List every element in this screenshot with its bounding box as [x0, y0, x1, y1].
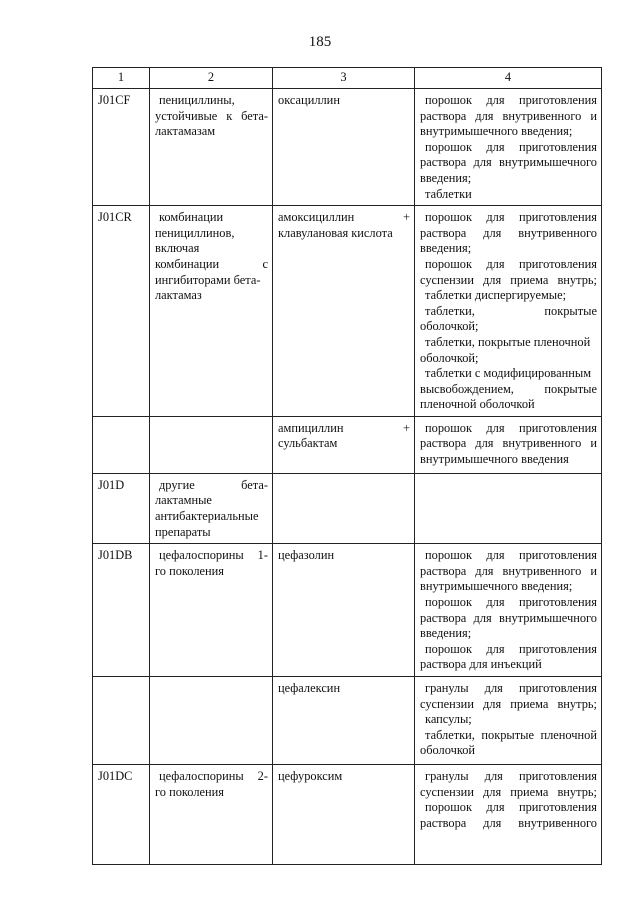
atc-code-cell: J01DB	[93, 544, 150, 677]
dosage-forms-cell-line: раствора для инъекций	[420, 657, 542, 672]
dosage-forms-cell-line: внутримышечного введения;	[420, 124, 573, 139]
dosage-forms-cell-line: оболочкой;	[420, 350, 479, 365]
atc-code-cell: J01D	[93, 473, 150, 543]
dosage-forms-cell-line: порошок для приготовления	[425, 641, 597, 656]
dosage-forms-cell-line: раствора для внутривенного	[420, 225, 597, 240]
group-cell-line: лактамаз	[155, 288, 202, 303]
group-cell	[150, 765, 273, 865]
group-cell-line: лактамазам	[155, 124, 216, 139]
group-cell-line: го поколения	[155, 784, 224, 799]
group-cell-line: ингибиторами бета-	[155, 272, 261, 287]
dosage-forms-cell-line: порошок для приготовления	[425, 210, 597, 225]
group-cell-line: пенициллинов,	[155, 225, 235, 240]
dosage-forms-cell-line: таблетки, покрытые	[425, 303, 597, 318]
column-header: 4	[415, 68, 602, 89]
dosage-forms-cell-line: таблетки	[425, 186, 472, 201]
drug-name-cell	[273, 416, 415, 473]
dosage-forms-cell-line: порошок для приготовления	[425, 420, 597, 435]
atc-code-cell	[93, 416, 150, 473]
dosage-forms-cell-line: порошок для приготовления	[425, 93, 597, 107]
dosage-forms-cell-line: раствора для внутримышечного	[420, 610, 597, 625]
dosage-forms-cell-line: капсулы;	[425, 712, 472, 727]
page-number: 185	[308, 34, 332, 50]
table-row	[93, 473, 602, 543]
column-header: 3	[273, 68, 415, 89]
dosage-forms-cell-line: таблетки, покрытые пленочной	[425, 334, 591, 349]
drug-name-cell	[273, 206, 415, 417]
dosage-forms-cell	[415, 544, 602, 677]
table-header-row	[93, 68, 602, 89]
dosage-forms-cell	[415, 416, 602, 473]
group-cell	[150, 206, 273, 417]
table-row	[93, 206, 602, 417]
column-header: 2	[150, 68, 273, 89]
dosage-forms-cell-line: введения;	[420, 626, 472, 641]
drug-name-cell-line: цефуроксим	[278, 769, 343, 783]
table-row	[93, 544, 602, 677]
group-cell-line: цефалоспорины 2-	[159, 769, 268, 783]
group-cell-line: другие бета-	[159, 477, 268, 492]
table-row	[93, 765, 602, 865]
dosage-forms-cell	[415, 765, 602, 865]
dosage-forms-cell	[415, 473, 602, 543]
dosage-forms-cell-line: оболочкой;	[420, 319, 479, 334]
column-header: 1	[93, 68, 150, 89]
dosage-forms-cell-line: порошок для приготовления	[425, 548, 597, 563]
dosage-forms-cell-line: введения;	[420, 241, 472, 256]
drug-name-cell	[273, 544, 415, 677]
dosage-forms-cell-line: внутримышечного введения;	[420, 579, 573, 594]
group-cell-line: устойчивые к бета-	[155, 108, 268, 123]
group-cell-line: пенициллины,	[159, 93, 235, 107]
dosage-forms-cell-line: порошок для приготовления	[425, 595, 597, 610]
drug-name-cell-line: клавулановая кислота	[278, 225, 393, 240]
drug-name-cell	[273, 89, 415, 206]
dosage-forms-cell-line: таблетки диспергируемые;	[425, 288, 567, 303]
table-row	[93, 416, 602, 473]
drug-name-cell-line: ампициллин +	[278, 420, 410, 435]
dosage-forms-cell-line: высвобождением, покрытые	[420, 381, 597, 396]
dosage-forms-cell-line: суспензии для приема внутрь;	[420, 696, 597, 711]
drug-name-cell-line: цефазолин	[278, 548, 335, 563]
atc-code-cell: J01CF	[93, 89, 150, 206]
table-row	[93, 677, 602, 765]
dosage-forms-cell-line: порошок для приготовления	[425, 256, 597, 271]
dosage-forms-cell-line: суспензии для приема внутрь;	[420, 272, 597, 287]
group-cell	[150, 473, 273, 543]
dosage-forms-cell-line: порошок для приготовления	[425, 139, 597, 154]
dosage-forms-cell-line: раствора для внутривенного и	[420, 108, 597, 123]
dosage-forms-cell-line: раствора для внутривенного и	[420, 436, 597, 451]
group-cell-line: лактамные	[155, 493, 212, 508]
dosage-forms-cell-line: оболочкой	[420, 743, 476, 758]
dosage-forms-cell-line: гранулы для приготовления	[425, 681, 597, 695]
group-cell	[150, 544, 273, 677]
dosage-forms-cell-line: введения;	[420, 170, 472, 185]
drug-name-cell-line: цефалексин	[278, 681, 341, 695]
table-row	[93, 89, 602, 206]
group-cell	[150, 677, 273, 765]
dosage-forms-cell-line: раствора для внутривенного и	[420, 563, 597, 578]
drug-name-cell	[273, 473, 415, 543]
group-cell-line: комбинации	[159, 210, 224, 225]
dosage-forms-cell-line: пленочной оболочкой	[420, 397, 535, 412]
group-cell-line: включая	[155, 241, 200, 256]
drug-table	[92, 67, 602, 865]
dosage-forms-cell-line: порошок для приготовления	[425, 800, 597, 815]
group-cell-line: го поколения	[155, 563, 224, 578]
dosage-forms-cell-line: раствора для внутримышечного	[420, 155, 597, 170]
group-cell	[150, 89, 273, 206]
group-cell-line: комбинации с	[155, 256, 268, 271]
drug-name-cell-line: сульбактам	[278, 436, 338, 451]
dosage-forms-cell-line: внутримышечного введения	[420, 452, 569, 467]
group-cell	[150, 416, 273, 473]
drug-name-cell	[273, 677, 415, 765]
atc-code-cell: J01CR	[93, 206, 150, 417]
group-cell-line: препараты	[155, 524, 211, 539]
drug-name-cell-line: оксациллин	[278, 93, 340, 107]
group-cell-line: антибактериальные	[155, 509, 259, 524]
dosage-forms-cell	[415, 89, 602, 206]
dosage-forms-cell	[415, 206, 602, 417]
dosage-forms-cell-line: таблетки с модифицированным	[425, 366, 592, 381]
atc-code-cell: J01DC	[93, 765, 150, 865]
dosage-forms-cell	[415, 677, 602, 765]
group-cell-line: цефалоспорины 1-	[159, 548, 268, 563]
drug-name-cell	[273, 765, 415, 865]
dosage-forms-cell-line: таблетки, покрытые пленочной	[425, 727, 597, 742]
drug-name-cell-line: амоксициллин +	[278, 210, 410, 225]
dosage-forms-cell-line: суспензии для приема внутрь;	[420, 784, 597, 799]
dosage-forms-cell-line: гранулы для приготовления	[425, 769, 597, 783]
atc-code-cell	[93, 677, 150, 765]
dosage-forms-cell-line: раствора для внутривенного	[420, 815, 597, 830]
